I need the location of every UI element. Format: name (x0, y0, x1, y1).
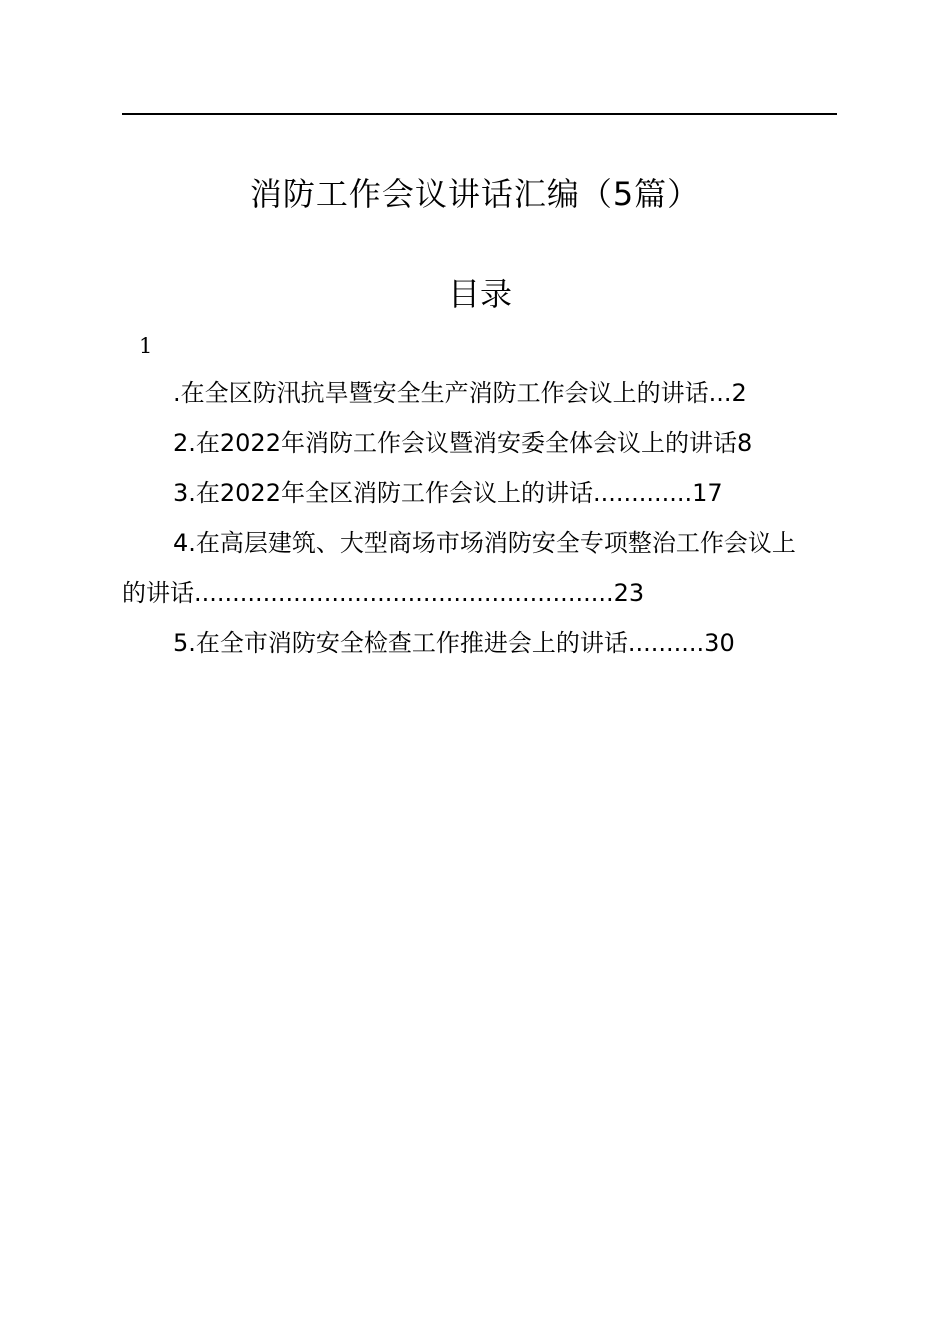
toc-entry-4-line-1[interactable]: 4.在高层建筑、大型商场市场消防安全专项整治工作会议上 (173, 529, 796, 557)
toc-entry-1[interactable]: .在全区防汛抗旱暨安全生产消防工作会议上的讲话...2 (173, 379, 747, 407)
document-title: 消防工作会议讲话汇编（5篇） (249, 175, 701, 213)
toc-entry-5[interactable]: 5.在全市消防安全检查工作推进会上的讲话..........30 (173, 629, 735, 657)
toc-entry-2[interactable]: 2.在2022年消防工作会议暨消安委全体会议上的讲话8 (173, 429, 753, 457)
header-rule (122, 113, 837, 115)
toc-heading: 目录 (447, 275, 512, 313)
toc-entry-3[interactable]: 3.在2022年全区消防工作会议上的讲话.............17 (173, 479, 723, 507)
list-number: 1 (139, 334, 153, 358)
toc-entry-4-line-2[interactable]: 的讲话.......................................................23 (122, 579, 645, 607)
